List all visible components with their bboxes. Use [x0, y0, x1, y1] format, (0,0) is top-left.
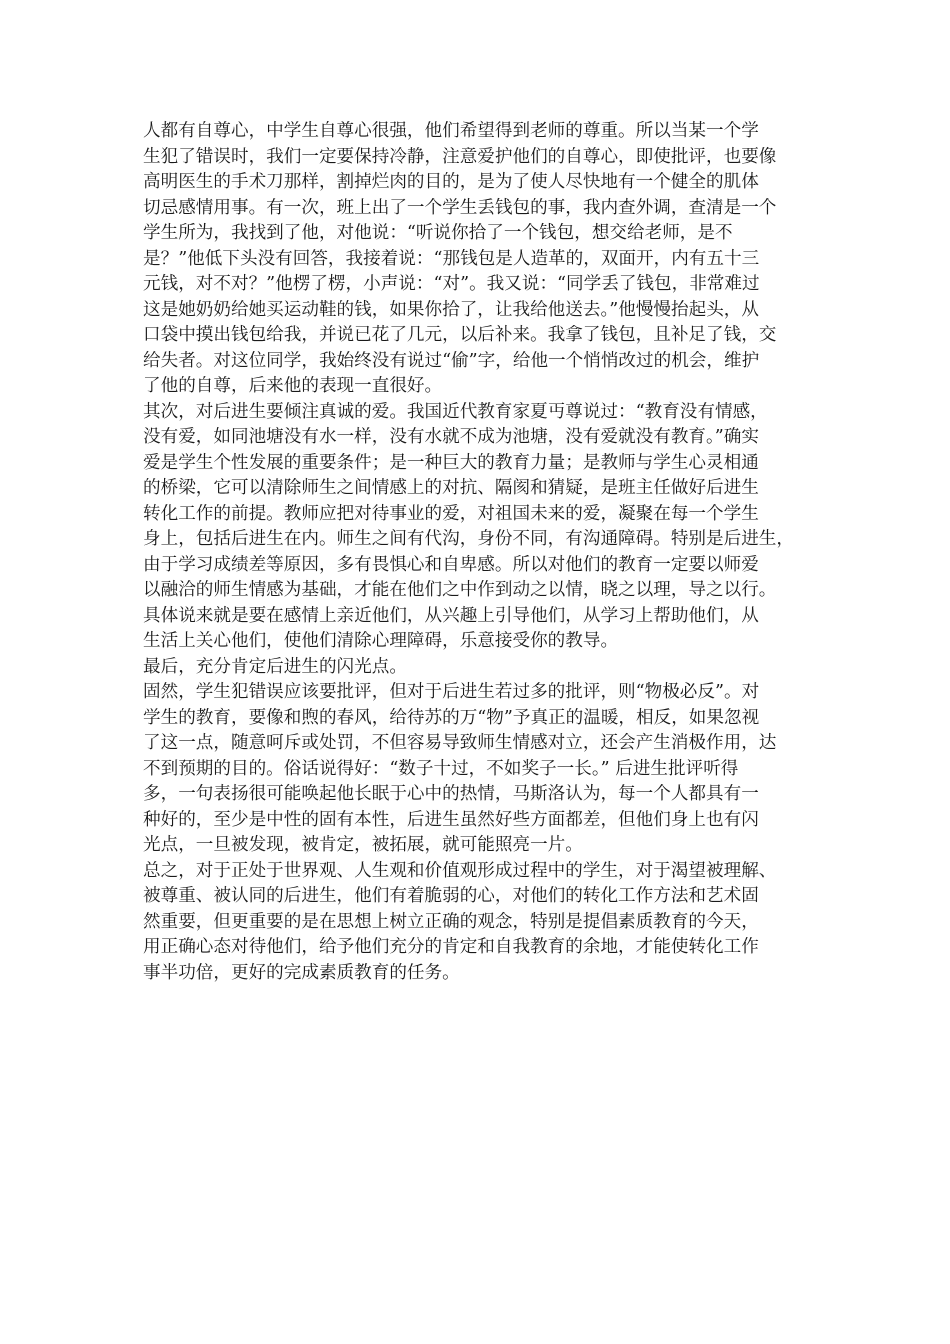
text-line: 总之，对于正处于世界观、人生观和价值观形成过程中的学生，对于渴望被理解、 — [143, 860, 777, 881]
text-line: 固然，学生犯错误应该要批评，但对于后进生若过多的批评，则“物极必反”。对 — [143, 682, 760, 702]
text-line: 元钱，对不对？”他楞了楞，小声说：“对”。我又说：“同学丢了钱包，非常难过 — [143, 274, 760, 294]
text-line: 了他的自尊，后来他的表现一直很好。 — [143, 376, 443, 396]
text-line: 切忌感情用事。有一次，班上出了一个学生丢钱包的事，我内查外调，查清是一个 — [143, 197, 777, 218]
text-line: 其次，对后进生要倾注真诚的爱。我国近代教育家夏丏尊说过：“教育没有情感， — [143, 401, 768, 422]
text-line: 事半功倍，更好的完成素质教育的任务。 — [143, 962, 460, 983]
text-line: 光点，一旦被发现，被肯定，被拓展，就可能照亮一片。 — [143, 835, 583, 855]
text-line: 不到预期的目的。俗话说得好：“数子十过，不如奖子一长。” 后进生批评听得 — [143, 758, 739, 779]
text-line: 学生的教育，要像和煦的春风，给待苏的万“物”予真正的温暖，相反，如果忽视 — [143, 707, 760, 728]
text-line: 了这一点，随意呵斥或处罚，不但容易导致师生情感对立，还会产生消极作用，达 — [143, 733, 777, 753]
text-line: 学生所为，我找到了他，对他说：“听说你拾了一个钱包，想交给老师，是不 — [143, 223, 733, 243]
text-line: 种好的，至少是中性的固有本性，后进生虽然好些方面都差，但他们身上也有闪 — [143, 809, 759, 830]
text-line: 没有爱，如同池塘没有水一样，没有水就不成为池塘，没有爱就没有教育。”确实 — [143, 427, 759, 447]
text-line: 的桥梁，它可以清除师生之间情感上的对抗、隔阂和猜疑，是班主任做好后进生 — [143, 478, 759, 498]
text-line: 人都有自尊心，中学生自尊心很强，他们希望得到老师的尊重。所以当某一个学 — [143, 121, 759, 141]
text-line: 最后，充分肯定后进生的闪光点。 — [143, 656, 407, 677]
text-line: 生犯了错误时，我们一定要保持冷静，注意爱护他们的自尊心，即使批评，也要像 — [143, 146, 777, 167]
text-line: 被尊重、被认同的后进生，他们有着脆弱的心，对他们的转化工作方法和艺术固 — [143, 886, 759, 906]
text-line: 以融洽的师生情感为基础，才能在他们之中作到动之以情，晓之以理，导之以行。 — [143, 580, 777, 600]
text-line: 然重要，但更重要的是在思想上树立正确的观念，特别是提倡素质教育的今天， — [143, 911, 759, 932]
text-line: 具体说来就是要在感情上亲近他们，从兴趣上引导他们，从学习上帮助他们，从 — [143, 605, 759, 626]
text-line: 多，一句表扬很可能唤起他长眠于心中的热情，马斯洛认为，每一个人都具有一 — [143, 784, 759, 804]
text-line: 给失者。对这位同学，我始终没有说过“偷”字，给他一个悄悄改过的机会，维护 — [143, 350, 760, 371]
text-line: 用正确心态对待他们，给予他们充分的肯定和自我教育的余地，才能使转化工作 — [143, 937, 759, 957]
text-line: 口袋中摸出钱包给我，并说已花了几元，以后补来。我拿了钱包，且补足了钱，交 — [143, 325, 777, 345]
text-line: 是？”他低下头没有回答，我接着说：“那钱包是人造革的，双面开，内有五十三 — [143, 248, 760, 269]
document-body — [143, 119, 808, 986]
text-line: 爱是学生个性发展的重要条件；是一种巨大的教育力量；是教师与学生心灵相通 — [143, 452, 759, 473]
text-line: 高明医生的手术刀那样，割掉烂肉的目的，是为了使人尽快地有一个健全的肌体 — [143, 172, 759, 192]
text-line: 身上，包括后进生在内。师生之间有代沟，身份不同，有沟通障碍。特别是后进生， — [143, 529, 794, 549]
text-line: 生活上关心他们，使他们清除心理障碍，乐意接受你的教导。 — [143, 631, 619, 651]
text-line: 由于学习成绩差等原因，多有畏惧心和自卑感。所以对他们的教育一定要以师爱 — [143, 554, 759, 575]
text-line: 转化工作的前提。教师应把对待事业的爱，对祖国未来的爱，凝聚在每一个学生 — [143, 503, 759, 524]
text-line: 这是她奶奶给她买运动鞋的钱，如果你拾了，让我给他送去。”他慢慢抬起头，从 — [143, 299, 759, 320]
